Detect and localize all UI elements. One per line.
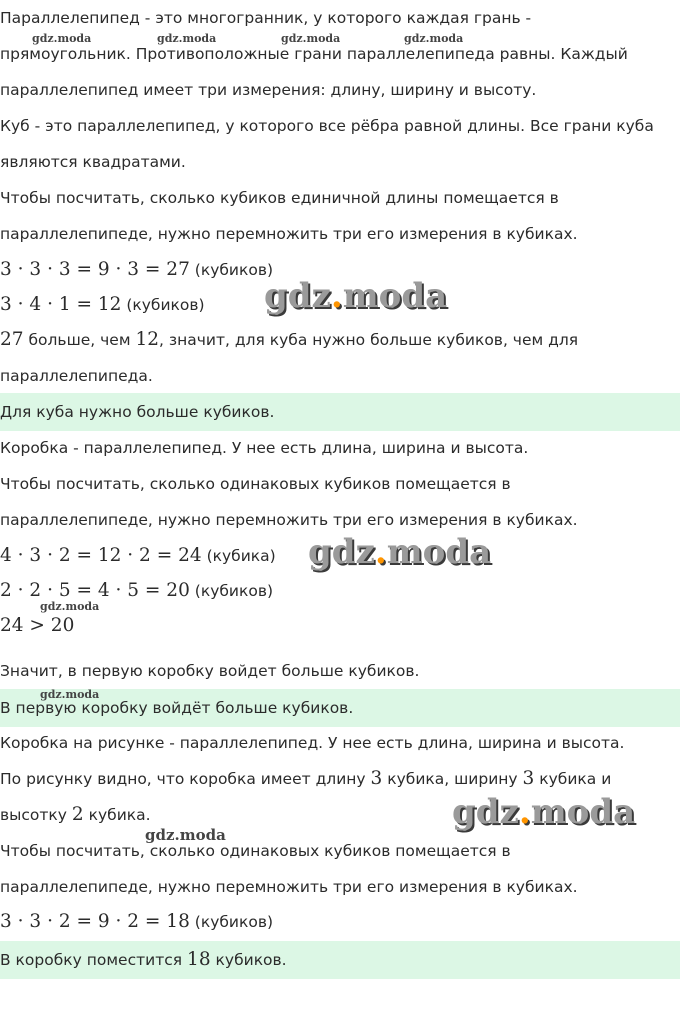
watermark-logo: gdz.moda xyxy=(308,532,492,572)
formula: 3 · 3 · 2 = 9 · 2 = 18 xyxy=(0,911,190,932)
answer-box: В первую коробку войдёт больше кубиков. xyxy=(0,689,680,727)
formula: 4 · 3 · 2 = 12 · 2 = 24 xyxy=(0,545,202,566)
answer-box: Для куба нужно больше кубиков. xyxy=(0,393,680,431)
formula-unit: (кубиков) xyxy=(194,913,274,931)
formula-unit: (кубиков) xyxy=(194,261,274,279)
text-line: Коробка на рисунке - параллелепипед. У нее есть длина, ширина и высота. xyxy=(0,734,625,752)
text: кубика и xyxy=(539,770,612,788)
watermark-small: gdz.moda xyxy=(32,32,92,45)
number: 27 xyxy=(0,329,24,350)
text: , значит, для куба нужно больше кубиков, чем для xyxy=(159,331,579,349)
formula-unit: (кубика) xyxy=(206,547,276,565)
watermark-small: gdz.moda xyxy=(40,688,100,701)
answer-box xyxy=(0,941,680,979)
text-line: Чтобы посчитать, сколько одинаковых кубиков помещается в xyxy=(0,842,511,860)
watermark-small: gdz.moda xyxy=(40,600,100,613)
number: 2 xyxy=(71,804,84,825)
text-line: параллелепипед имеет три измерения: длину, ширину и высоту. xyxy=(0,81,537,99)
watermark-small: gdz.moda xyxy=(404,32,464,45)
text-line: параллелепипеде, нужно перемножить три его измерения в кубиках. xyxy=(0,878,578,896)
text-line: параллелепипеде, нужно перемножить три его измерения в кубиках. xyxy=(0,225,578,243)
formula-line xyxy=(0,608,680,644)
formula: 2 · 2 · 5 = 4 · 5 = 20 xyxy=(0,580,190,601)
formula-line xyxy=(0,573,680,609)
text-line xyxy=(0,322,680,358)
text: кубика, ширину xyxy=(387,770,518,788)
number: 12 xyxy=(135,329,160,350)
watermark-small: gdz.moda xyxy=(157,32,217,45)
formula-line xyxy=(0,904,680,940)
text-line: Куб - это параллелепипед, у которого все рёбра равной длины. Все грани куба xyxy=(0,117,654,135)
number: 3 xyxy=(522,768,535,789)
text-line: Значит, в первую коробку войдет больше кубиков. xyxy=(0,662,420,680)
text: больше, чем xyxy=(28,331,131,349)
watermark-small: gdz.moda xyxy=(281,32,341,45)
text-line: прямоугольник. Противоположные грани параллелепипеда равны. Каждый xyxy=(0,45,628,63)
text-line: являются квадратами. xyxy=(0,153,186,171)
text: По рисунку видно, что коробка имеет длину xyxy=(0,770,366,788)
watermark-logo: gdz.moda xyxy=(264,276,448,316)
formula: 24 > 20 xyxy=(0,615,75,636)
formula-unit: (кубиков) xyxy=(126,296,205,314)
text-line: Коробка - параллелепипед. У нее есть длина, ширина и высота. xyxy=(0,439,529,457)
formula: 3 · 4 · 1 = 12 xyxy=(0,294,122,315)
watermark-small: gdz.moda xyxy=(145,826,226,844)
text: кубика. xyxy=(88,806,151,824)
text-line: Чтобы посчитать, сколько кубиков единичной длины помещается в xyxy=(0,189,559,207)
number: 3 xyxy=(370,768,383,789)
formula-unit: (кубиков) xyxy=(194,582,274,600)
formula: 3 · 3 · 3 = 9 · 3 = 27 xyxy=(0,259,190,280)
text-line: параллелепипеде, нужно перемножить три его измерения в кубиках. xyxy=(0,511,578,529)
number: 18 xyxy=(187,949,211,970)
watermark-logo: gdz.moda xyxy=(452,792,636,832)
answer-text: кубиков. xyxy=(215,951,287,969)
text: высотку xyxy=(0,806,67,824)
text-line: Чтобы посчитать, сколько одинаковых кубиков помещается в xyxy=(0,475,511,493)
answer-text: В коробку поместится xyxy=(0,951,183,969)
text-line: параллелепипеда. xyxy=(0,367,153,385)
text-line: Параллелепипед - это многогранник, у которого каждая грань - xyxy=(0,9,532,27)
